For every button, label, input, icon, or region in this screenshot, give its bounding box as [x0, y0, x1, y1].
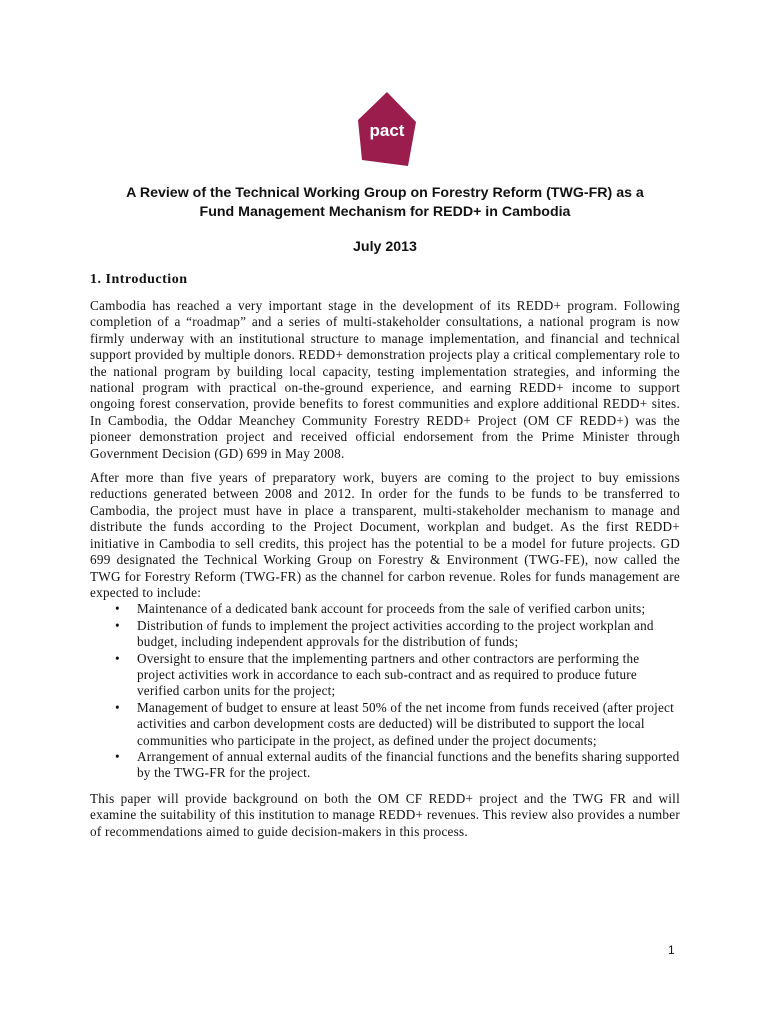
document-title	[60, 184, 710, 222]
bullet-text: Distribution of funds to implement the project activities according to the project workplan and budget, including independent approvals for the distribution of funds;	[137, 617, 654, 650]
bullet-icon: •	[115, 699, 120, 715]
bullet-item	[90, 651, 680, 700]
bullet-text: Maintenance of a dedicated bank account for proceeds from the sale of verified carbon units;	[137, 601, 646, 617]
bullet-item	[90, 601, 680, 617]
document-date: July 2013	[353, 239, 417, 255]
page-number: 1	[668, 943, 675, 957]
bullet-icon: •	[115, 650, 120, 666]
paragraph-2: After more than five years of preparatory work, buyers are coming to the project to buy emissions reductions generated between 2008 and 2012. In order for the funds to be funds to be transferred to Cambodia, the project must have in place a transparent, multi-stakeholder mechanism to manage and distribute the funds according to the Project Document, workplan and budget. As the first REDD+ initiative in Cambodia to sell credits, this project has the potential to be a model for future projects. GD 699 designated the Technical Working Group on Forestry & Environment (TWG-FE), now called the TWG for Forestry Reform (TWG-FR) as the channel for carbon revenue. Roles for funds management are expected to include:	[90, 470, 680, 600]
bullet-item	[90, 618, 680, 651]
title-line-1: A Review of the Technical Working Group on Forestry Reform (TWG-FR) as a	[126, 185, 644, 201]
title-line-2: Fund Management Mechanism for REDD+ in Cambodia	[199, 204, 571, 220]
bullet-text: Oversight to ensure that the implementing partners and other contractors are performing the project activities work in accordance to each sub-contract and as required to produce future verified carbon units for the project;	[137, 650, 640, 699]
bullet-text: Arrangement of annual external audits of the financial functions and the benefits sharing supported by the TWG-FR for the project.	[137, 748, 680, 781]
bullet-item	[90, 749, 680, 782]
bullet-item	[90, 700, 680, 749]
closing-paragraph: This paper will provide background on both the OM CF REDD+ project and the TWG FR and will examine the suitability of this institution to manage REDD+ revenues. This review also provides a number of recommendations aimed to guide decision-makers in this process.	[90, 790, 680, 839]
paragraph-1: Cambodia has reached a very important stage in the development of its REDD+ program. Following completion of a “roadmap” and a series of multi-stakeholder consultations, a national program is now firmly underway with an institutional structure to manage implementation, and financial and technical support provided by multiple donors. REDD+ demonstration projects play a critical complementary role to the national program by building local capacity, testing implementation strategies, and informing the national program with practical on-the-ground experience, and earning REDD+ income to support ongoing forest conservation, provide benefits to forest communities and explore additional REDD+ sites. In Cambodia, the Oddar Meanchey Community Forestry REDD+ Project (OM CF REDD+) was the pioneer demonstration project and received official endorsement from the Prime Minister through Government Decision (GD) 699 in May 2008.	[90, 298, 680, 461]
pact-logo-text: pact	[369, 121, 405, 140]
bullet-icon: •	[115, 748, 120, 764]
bullet-list	[90, 601, 680, 781]
document-body	[90, 270, 680, 848]
pact-logo-icon	[358, 92, 416, 166]
bullet-icon: •	[115, 601, 120, 617]
section-heading: 1. Introduction	[90, 272, 188, 287]
bullet-icon: •	[115, 617, 120, 633]
bullet-text: Management of budget to ensure at least 50% of the net income from funds received (after project activities and carbon development costs are deducted) will be distributed to support the local communities who participate in the project, as defined under the project documents;	[137, 699, 674, 748]
pact-logo	[358, 92, 416, 166]
